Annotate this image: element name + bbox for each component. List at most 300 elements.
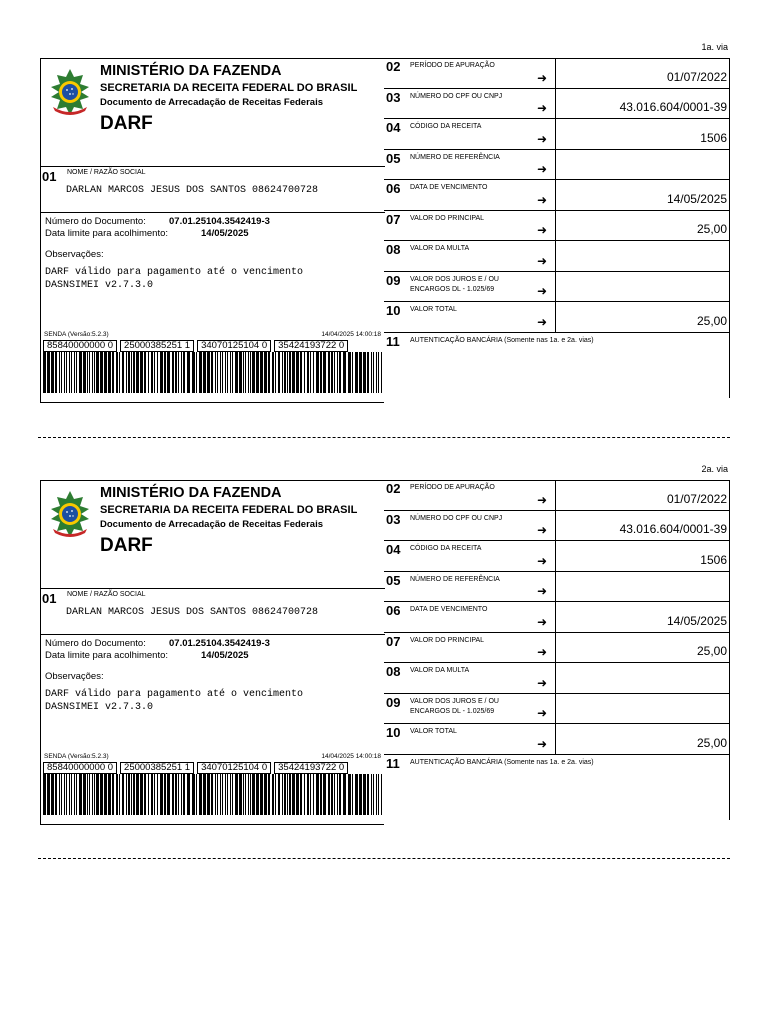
- arrow-icon: ➜: [536, 284, 547, 298]
- ministerio-title: MINISTÉRIO DA FAZENDA: [100, 63, 282, 79]
- barcode-bar: [222, 774, 223, 815]
- field-row: [384, 119, 730, 150]
- numero-documento-value: 07.01.25104.3542419-3: [169, 638, 270, 649]
- barcode-bar: [164, 352, 166, 393]
- field-label: CÓDIGO DA RECEITA: [410, 123, 482, 130]
- barcode-bar: [284, 352, 286, 393]
- field-label: VALOR DO PRINCIPAL: [410, 214, 485, 222]
- documento-subtitle: Documento de Arrecadação de Receitas Federais: [100, 519, 323, 530]
- barcode-bar: [83, 352, 86, 393]
- barcode-bar: [260, 774, 263, 815]
- field-label-cell: [384, 511, 556, 541]
- barcode-bar: [230, 352, 231, 393]
- field-label-cell: [384, 89, 556, 119]
- barcode-bar: [313, 352, 314, 393]
- barcode-bar: [140, 774, 143, 815]
- barcode-bar: [87, 774, 88, 815]
- barcode-bar: [55, 352, 57, 393]
- barcode: [43, 352, 383, 393]
- barcode-bar: [250, 774, 251, 815]
- barcode-bar: [69, 774, 70, 815]
- barcode-bar: [248, 352, 249, 393]
- barcode-bar: [66, 774, 67, 815]
- barcode-bar: [43, 352, 46, 393]
- arrow-icon: ➜: [536, 706, 547, 720]
- barcode-bar: [92, 774, 93, 815]
- barcode-bar: [334, 352, 335, 393]
- arrow-icon: ➜: [536, 162, 547, 176]
- barcode-bar: [116, 774, 118, 815]
- barcode-bar: [71, 774, 72, 815]
- barcode-bar: [74, 352, 75, 393]
- right-panel: [384, 58, 730, 398]
- barcode-bar: [79, 352, 82, 393]
- observacoes-line: DARF válido para pagamento até o vencimento: [45, 267, 304, 278]
- barcode-bar: [272, 352, 274, 393]
- field-number: 09: [386, 694, 401, 710]
- barcode-bar: [334, 774, 335, 815]
- barcode-bar: [192, 352, 195, 393]
- numero-documento-label: Número do Documento:: [45, 638, 146, 649]
- field-number: 06: [386, 181, 401, 196]
- barcode-bar: [76, 774, 77, 815]
- barcode-bar: [359, 352, 362, 393]
- barcode-bar: [167, 774, 170, 815]
- barcode-bar: [94, 352, 95, 393]
- field-value: 14/05/2025: [666, 191, 727, 206]
- barcode-bar: [300, 774, 302, 815]
- barcode-bar: [55, 774, 57, 815]
- barcode-bar: [376, 774, 377, 815]
- field-label: VALOR DOS JUROS E / OU ENCARGOS DL - 1.025/69: [410, 697, 499, 715]
- barcode-bar: [157, 352, 158, 393]
- barcode-bar: [122, 774, 124, 815]
- barcode-bar: [89, 352, 90, 393]
- barcode-bar: [256, 352, 259, 393]
- emission-timestamp: 14/04/2025 14:00:18: [321, 331, 381, 338]
- observacoes-line: DARF válido para pagamento até o vencimento: [45, 689, 304, 700]
- barcode-bar: [96, 352, 99, 393]
- data-limite-value: 14/05/2025: [201, 650, 249, 661]
- barcode-bar: [181, 352, 182, 393]
- barcode-bar: [175, 352, 177, 393]
- field-label: DATA DE VENCIMENTO: [410, 606, 488, 613]
- field-label-cell: [384, 241, 556, 271]
- field-number: 04: [386, 542, 401, 557]
- field-label: PERÍODO DE APURAÇÃO: [410, 484, 495, 491]
- barcode-bar: [225, 774, 226, 815]
- barcode-bar: [112, 352, 114, 393]
- barcode-bar: [323, 352, 326, 393]
- field-label-cell: [384, 58, 556, 88]
- barcode-bar: [96, 774, 99, 815]
- secretaria-title: SECRETARIA DA RECEITA FEDERAL DO BRASIL: [100, 82, 358, 94]
- via-label: 2a. via: [701, 464, 728, 474]
- barcode-bar: [282, 774, 283, 815]
- barcode-digit-group: 35424193722 0: [274, 340, 348, 352]
- observacoes-label: Observações:: [45, 671, 104, 682]
- barcode-bar: [256, 774, 259, 815]
- barcode-bar: [128, 352, 130, 393]
- field-number: 06: [386, 603, 401, 618]
- field-value: 01/07/2022: [666, 491, 727, 506]
- barcode-bar: [307, 774, 309, 815]
- barcode-bar: [148, 352, 149, 393]
- barcode-bar: [74, 774, 75, 815]
- field-number: 01: [42, 169, 57, 184]
- arrow-icon: ➜: [536, 523, 547, 537]
- barcode-bar: [235, 352, 238, 393]
- barcode-bar: [160, 774, 163, 815]
- barcode-bar: [196, 352, 197, 393]
- coat-of-arms-icon: [45, 489, 95, 539]
- barcode-bar: [292, 774, 295, 815]
- barcode-bar: [275, 352, 276, 393]
- barcode-bar: [100, 774, 103, 815]
- barcode-bar: [264, 774, 267, 815]
- barcode-bar: [239, 774, 242, 815]
- documento-subtitle: Documento de Arrecadação de Receitas Federais: [100, 97, 323, 108]
- barcode-bar: [199, 352, 202, 393]
- barcode-bar: [160, 352, 163, 393]
- field-number: 03: [386, 89, 401, 105]
- header: [41, 59, 385, 167]
- arrow-icon: ➜: [536, 614, 547, 629]
- barcode-bar: [116, 352, 118, 393]
- barcode-bar: [133, 352, 135, 393]
- barcode-bar: [343, 352, 346, 393]
- autenticacao-section: [384, 755, 730, 820]
- cut-line: [38, 858, 730, 859]
- barcode-bar: [187, 774, 190, 815]
- barcode-bar: [217, 774, 218, 815]
- field-row: [384, 663, 730, 694]
- barcode-bar: [376, 352, 377, 393]
- field-label-cell: [384, 541, 556, 571]
- darf-title: DARF: [100, 113, 153, 134]
- barcode-bar: [310, 352, 311, 393]
- data-limite-label: Data limite para acolhimento:: [45, 650, 169, 661]
- barcode-bar: [367, 352, 369, 393]
- barcode-digit-group: 34070125104 0: [197, 340, 271, 352]
- field-row: [384, 58, 730, 89]
- field-number: 02: [386, 481, 401, 496]
- barcode-bar: [87, 352, 88, 393]
- barcode-bar: [64, 774, 65, 815]
- field-number: 02: [386, 59, 401, 74]
- field-number: 05: [386, 150, 401, 166]
- barcode-bar: [108, 774, 111, 815]
- field-number: 10: [386, 303, 401, 318]
- field-number: 07: [386, 211, 401, 227]
- field-number: 09: [386, 272, 401, 288]
- barcode-bar: [268, 352, 270, 393]
- field-number: 04: [386, 120, 401, 135]
- autenticacao-label: AUTENTICAÇÃO BANCÁRIA (Somente nas 1a. e 2a. vias): [410, 337, 594, 344]
- barcode-bar: [51, 352, 54, 393]
- field-row: [384, 511, 730, 542]
- barcode-bar: [252, 352, 255, 393]
- nome-label: NOME / RAZÃO SOCIAL: [67, 591, 146, 598]
- darf-copy: [0, 42, 768, 467]
- field-row: [384, 694, 730, 725]
- barcode-bar: [59, 352, 60, 393]
- field-value: 25,00: [696, 735, 727, 750]
- barcode-bar: [207, 774, 210, 815]
- barcode-bar: [203, 352, 206, 393]
- field-label-cell: [384, 480, 556, 510]
- barcode-bar: [331, 774, 333, 815]
- arrow-icon: ➜: [536, 645, 547, 659]
- field-value: 25,00: [696, 644, 727, 658]
- field-row: [384, 724, 730, 755]
- barcode-bar: [307, 352, 309, 393]
- barcode-bar: [66, 352, 67, 393]
- barcode-bar: [89, 774, 90, 815]
- barcode-bar: [47, 352, 50, 393]
- barcode-bar: [220, 774, 221, 815]
- field-value: 25,00: [696, 313, 727, 328]
- barcode-bar: [183, 352, 185, 393]
- barcode-bar: [136, 352, 139, 393]
- barcode-bar: [148, 774, 149, 815]
- barcode-bar: [220, 352, 221, 393]
- field-row: [384, 572, 730, 603]
- field-label: CÓDIGO DA RECEITA: [410, 545, 482, 552]
- barcode-bar: [300, 352, 302, 393]
- field-label-cell: [384, 694, 556, 724]
- field-label: DATA DE VENCIMENTO: [410, 184, 488, 191]
- barcode-bar: [178, 352, 179, 393]
- field-label: VALOR DOS JUROS E / OU ENCARGOS DL - 1.025/69: [410, 275, 499, 293]
- barcode-bar: [331, 352, 333, 393]
- barcode-bar: [316, 774, 319, 815]
- arrow-icon: ➜: [536, 70, 547, 85]
- field-label: VALOR TOTAL: [410, 306, 457, 313]
- data-limite-label: Data limite para acolhimento:: [45, 228, 169, 239]
- barcode-bar: [245, 352, 246, 393]
- barcode-bar: [144, 774, 146, 815]
- barcode-bar: [328, 352, 330, 393]
- left-panel: [40, 58, 384, 403]
- field-row: [384, 541, 730, 572]
- via-label: 1a. via: [701, 42, 728, 52]
- field-label-cell: [384, 211, 556, 241]
- field-row: [384, 180, 730, 211]
- barcode-bar: [222, 352, 223, 393]
- barcode-bar: [245, 774, 246, 815]
- barcode-bar: [278, 352, 280, 393]
- barcode-digit-group: 85840000000 0: [43, 762, 117, 774]
- barcode-bar: [296, 774, 299, 815]
- barcode-bar: [126, 352, 127, 393]
- barcode-bar: [151, 774, 153, 815]
- barcode-bar: [227, 774, 228, 815]
- field-number: 10: [386, 725, 401, 740]
- arrow-icon: ➜: [536, 101, 547, 115]
- barcode-bar: [287, 774, 288, 815]
- barcode-bar: [122, 352, 124, 393]
- field-label-cell: [384, 180, 556, 210]
- barcode: [43, 774, 383, 815]
- field-label-cell: [384, 724, 556, 754]
- senda-version: SENDA (Versão:5.2.3): [44, 753, 109, 760]
- barcode-bar: [359, 774, 362, 815]
- data-limite-value: 14/05/2025: [201, 228, 249, 239]
- barcode-bar: [154, 774, 155, 815]
- barcode-bar: [316, 352, 319, 393]
- right-panel: [384, 480, 730, 820]
- barcode-bar: [128, 774, 130, 815]
- nome-section: [41, 166, 385, 213]
- barcode-bar: [235, 774, 238, 815]
- barcode-bar: [61, 352, 62, 393]
- barcode-bar: [167, 352, 170, 393]
- arrow-icon: ➜: [536, 253, 547, 268]
- barcode-bar: [292, 352, 295, 393]
- arrow-icon: ➜: [536, 223, 547, 237]
- barcode-bar: [296, 352, 299, 393]
- field-number: 03: [386, 511, 401, 527]
- barcode-bar: [119, 774, 120, 815]
- barcode-bar: [217, 352, 218, 393]
- field-label-cell: [384, 119, 556, 149]
- barcode-bar: [320, 774, 322, 815]
- barcode-bar: [232, 352, 233, 393]
- barcode-bar: [304, 774, 305, 815]
- darf-title: DARF: [100, 535, 153, 556]
- barcode-bar: [381, 774, 382, 815]
- autenticacao-section: [384, 333, 730, 398]
- barcode-bar: [371, 774, 372, 815]
- barcode-bar: [363, 774, 366, 815]
- field-number: 11: [386, 334, 400, 349]
- field-row: [384, 150, 730, 181]
- arrow-icon: ➜: [536, 736, 547, 751]
- barcode-bar: [348, 774, 351, 815]
- barcode-bar: [100, 352, 103, 393]
- barcode-bar: [136, 774, 139, 815]
- barcode-bar: [284, 774, 286, 815]
- barcode-bar: [264, 352, 267, 393]
- field-label: NÚMERO DE REFERÊNCIA: [410, 575, 500, 583]
- barcode-bar: [211, 352, 213, 393]
- field-value: 01/07/2022: [666, 69, 727, 84]
- barcode-bar: [211, 774, 213, 815]
- field-value: 14/05/2025: [666, 613, 727, 628]
- field-label-cell: [384, 633, 556, 663]
- observacoes-label: Observações:: [45, 249, 104, 260]
- barcode-bar: [47, 774, 50, 815]
- barcode-bar: [373, 352, 374, 393]
- barcode-bar: [323, 774, 326, 815]
- nome-value: DARLAN MARCOS JESUS DOS SANTOS 08624700728: [66, 607, 319, 618]
- arrow-icon: ➜: [536, 131, 547, 146]
- barcode-digits: [43, 340, 348, 352]
- barcode-bar: [304, 352, 305, 393]
- barcode-bar: [71, 352, 72, 393]
- barcode-bar: [104, 352, 107, 393]
- barcode-bar: [112, 774, 114, 815]
- barcode-bar: [119, 352, 120, 393]
- barcode-digit-group: 35424193722 0: [274, 762, 348, 774]
- barcode-bar: [157, 774, 158, 815]
- nome-section: [41, 588, 385, 635]
- barcode-bar: [348, 352, 351, 393]
- observacoes-line: DASNSIMEI v2.7.3.0: [45, 702, 154, 713]
- barcode-bar: [64, 352, 65, 393]
- barcode-bar: [378, 352, 379, 393]
- barcode-bar: [59, 774, 60, 815]
- field-value: 25,00: [696, 222, 727, 236]
- barcode-digits: [43, 762, 348, 774]
- numero-documento-label: Número do Documento:: [45, 216, 146, 227]
- barcode-bar: [203, 774, 206, 815]
- barcode-bar: [154, 352, 155, 393]
- barcode-bar: [126, 774, 127, 815]
- field-number: 08: [386, 242, 401, 257]
- arrow-icon: ➜: [536, 584, 547, 598]
- barcode-bar: [232, 774, 233, 815]
- arrow-icon: ➜: [536, 314, 547, 329]
- barcode-bar: [289, 352, 291, 393]
- barcode-bar: [69, 352, 70, 393]
- barcode-bar: [381, 352, 382, 393]
- barcode-bar: [199, 774, 202, 815]
- nome-value: DARLAN MARCOS JESUS DOS SANTOS 08624700728: [66, 185, 319, 196]
- field-value: 43.016.604/0001-39: [619, 522, 727, 536]
- barcode-bar: [140, 352, 143, 393]
- ministerio-title: MINISTÉRIO DA FAZENDA: [100, 485, 282, 501]
- barcode-bar: [243, 352, 244, 393]
- field-label-cell: [384, 302, 556, 332]
- darf-copy: [0, 464, 768, 889]
- barcode-bar: [164, 774, 166, 815]
- field-row: [384, 89, 730, 120]
- barcode-bar: [320, 352, 322, 393]
- field-label: NÚMERO DO CPF OU CNPJ: [410, 92, 503, 100]
- barcode-bar: [172, 352, 174, 393]
- barcode-bar: [248, 774, 249, 815]
- barcode-bar: [43, 774, 46, 815]
- barcode-bar: [243, 774, 244, 815]
- cut-line: [38, 437, 730, 438]
- barcode-bar: [282, 352, 283, 393]
- field-row: [384, 272, 730, 303]
- barcode-bar: [175, 774, 177, 815]
- field-label: NÚMERO DE REFERÊNCIA: [410, 153, 500, 161]
- barcode-bar: [352, 352, 353, 393]
- barcode-bar: [278, 774, 280, 815]
- barcode-bar: [181, 774, 182, 815]
- barcode-bar: [230, 774, 231, 815]
- field-value: 43.016.604/0001-39: [619, 100, 727, 114]
- field-label-cell: [384, 602, 556, 632]
- field-label-cell: [384, 272, 556, 302]
- barcode-bar: [79, 774, 82, 815]
- barcode-bar: [363, 352, 366, 393]
- field-row: [384, 480, 730, 511]
- arrow-icon: ➜: [536, 492, 547, 507]
- barcode-bar: [339, 774, 341, 815]
- barcode-bar: [252, 774, 255, 815]
- field-label-cell: [384, 663, 556, 693]
- barcode-bar: [207, 352, 210, 393]
- secretaria-title: SECRETARIA DA RECEITA FEDERAL DO BRASIL: [100, 504, 358, 516]
- barcode-bar: [215, 774, 216, 815]
- field-number: 08: [386, 664, 401, 679]
- barcode-bar: [196, 774, 197, 815]
